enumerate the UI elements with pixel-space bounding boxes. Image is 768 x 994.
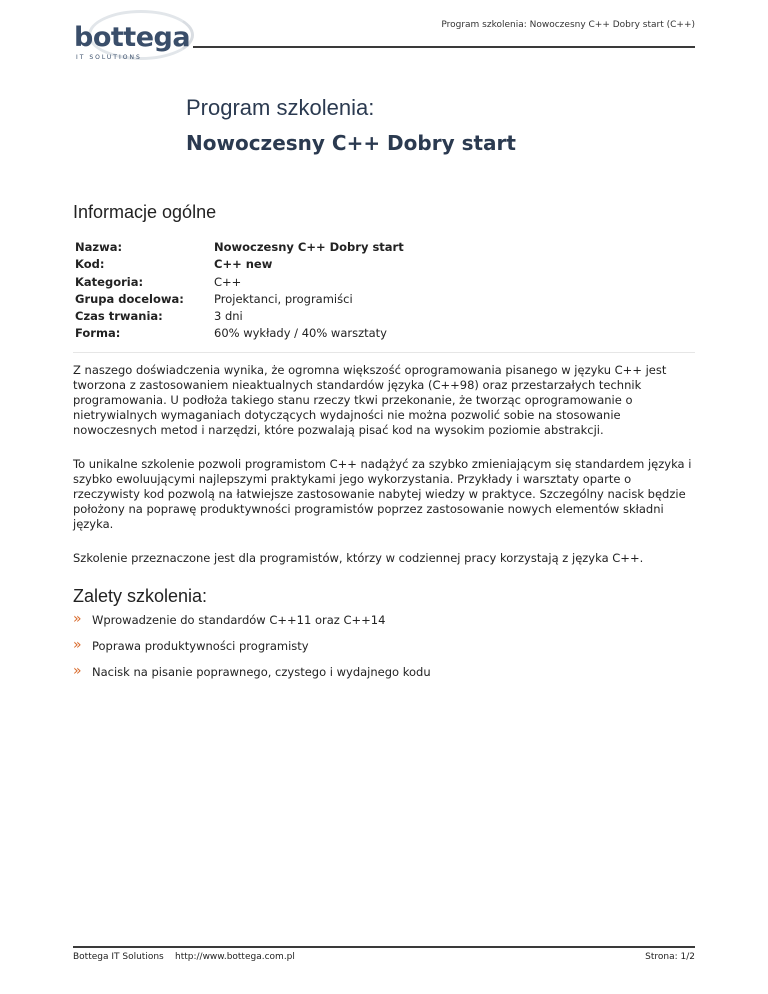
page-title-line1: Program szkolenia: <box>186 95 375 120</box>
page-title-line2: Nowoczesny C++ Dobry start <box>186 131 516 155</box>
running-header: Program szkolenia: Nowoczesny C++ Dobry start (C++) <box>441 20 695 30</box>
list-item <box>73 665 431 691</box>
info-label: Forma: <box>75 326 121 341</box>
page-number: Strona: 1/2 <box>645 952 695 962</box>
info-label: Grupa docelowa: <box>75 291 184 306</box>
info-value: C++ <box>214 274 242 289</box>
info-row-name <box>75 240 404 257</box>
description-paragraph: To unikalne szkolenie pozwoli programistom C++ nadążyć za szybko zmieniającym się standardem języka i szybko ewoluującymi najlepszymi praktykami jego wykorzystania. Przykłady i warsztaty oparte o rzeczywisty kod pozwolą na łatwiejsze zastosowanie nabytej wiedzy w praktyce. Szczególny nacisk będzie położony na poprawę produktywności programistów poprzez zastosowanie nowych elementów składni języka. <box>73 457 692 531</box>
footer-divider <box>73 946 695 948</box>
description-paragraph: Z naszego doświadczenia wynika, że ogromna większość oprogramowania pisanego w języku C++ jest tworzona z zastosowaniem nieaktualnych standardów języka (C++98) oraz przestarzałych technik programowania. U podłoża takiego stanu rzeczy tkwi przekonanie, że tworząc oprogramowanie o nietrywialnych wymaganiach dotyczących wydajności nie można pozwolić sobie na stosowanie nowoczesnych metod i narzędzi, które pozwalają pisać kod na wysokim poziomie abstrakcji. <box>73 363 667 437</box>
info-divider <box>73 352 695 353</box>
header-divider <box>193 46 695 48</box>
double-chevron-right-icon: » <box>73 663 82 679</box>
info-row-audience <box>75 292 404 309</box>
description-paragraph: Szkolenie przeznaczone jest dla programistów, którzy w codziennej pracy korzystają z języka C++. <box>73 551 644 565</box>
list-item <box>73 639 431 665</box>
info-row-duration <box>75 309 404 326</box>
info-label: Czas trwania: <box>75 309 163 324</box>
list-item <box>73 613 431 639</box>
info-value: Projektanci, programiści <box>214 291 353 306</box>
info-row-code <box>75 257 404 274</box>
footer-url-link[interactable]: http://www.bottega.com.pl <box>175 952 295 962</box>
benefit-text: Poprawa produktywności programisty <box>92 639 309 653</box>
double-chevron-right-icon: » <box>73 611 82 627</box>
general-info-table <box>75 240 404 344</box>
benefit-text: Wprowadzenie do standardów C++11 oraz C++14 <box>92 613 386 627</box>
benefits-heading: Zalety szkolenia: <box>73 586 208 606</box>
info-label: Kod: <box>75 257 105 272</box>
info-row-category <box>75 275 404 292</box>
info-label: Kategoria: <box>75 274 144 289</box>
info-label: Nazwa: <box>75 240 123 254</box>
benefit-text: Nacisk na pisanie poprawnego, czystego i wydajnego kodu <box>92 665 431 679</box>
logo-text: bottega <box>74 22 191 53</box>
info-value: C++ new <box>214 257 273 272</box>
general-info-heading: Informacje ogólne <box>73 202 217 222</box>
logo-subtext: IT SOLUTIONS <box>76 54 142 61</box>
info-value: 3 dni <box>214 309 243 324</box>
info-value: 60% wykłady / 40% warsztaty <box>214 326 387 341</box>
company-logo <box>70 10 191 61</box>
benefits-list <box>73 613 431 691</box>
double-chevron-right-icon: » <box>73 637 82 653</box>
info-row-form <box>75 326 404 343</box>
footer-company: Bottega IT Solutions <box>73 952 164 962</box>
info-value: Nowoczesny C++ Dobry start <box>214 240 404 254</box>
